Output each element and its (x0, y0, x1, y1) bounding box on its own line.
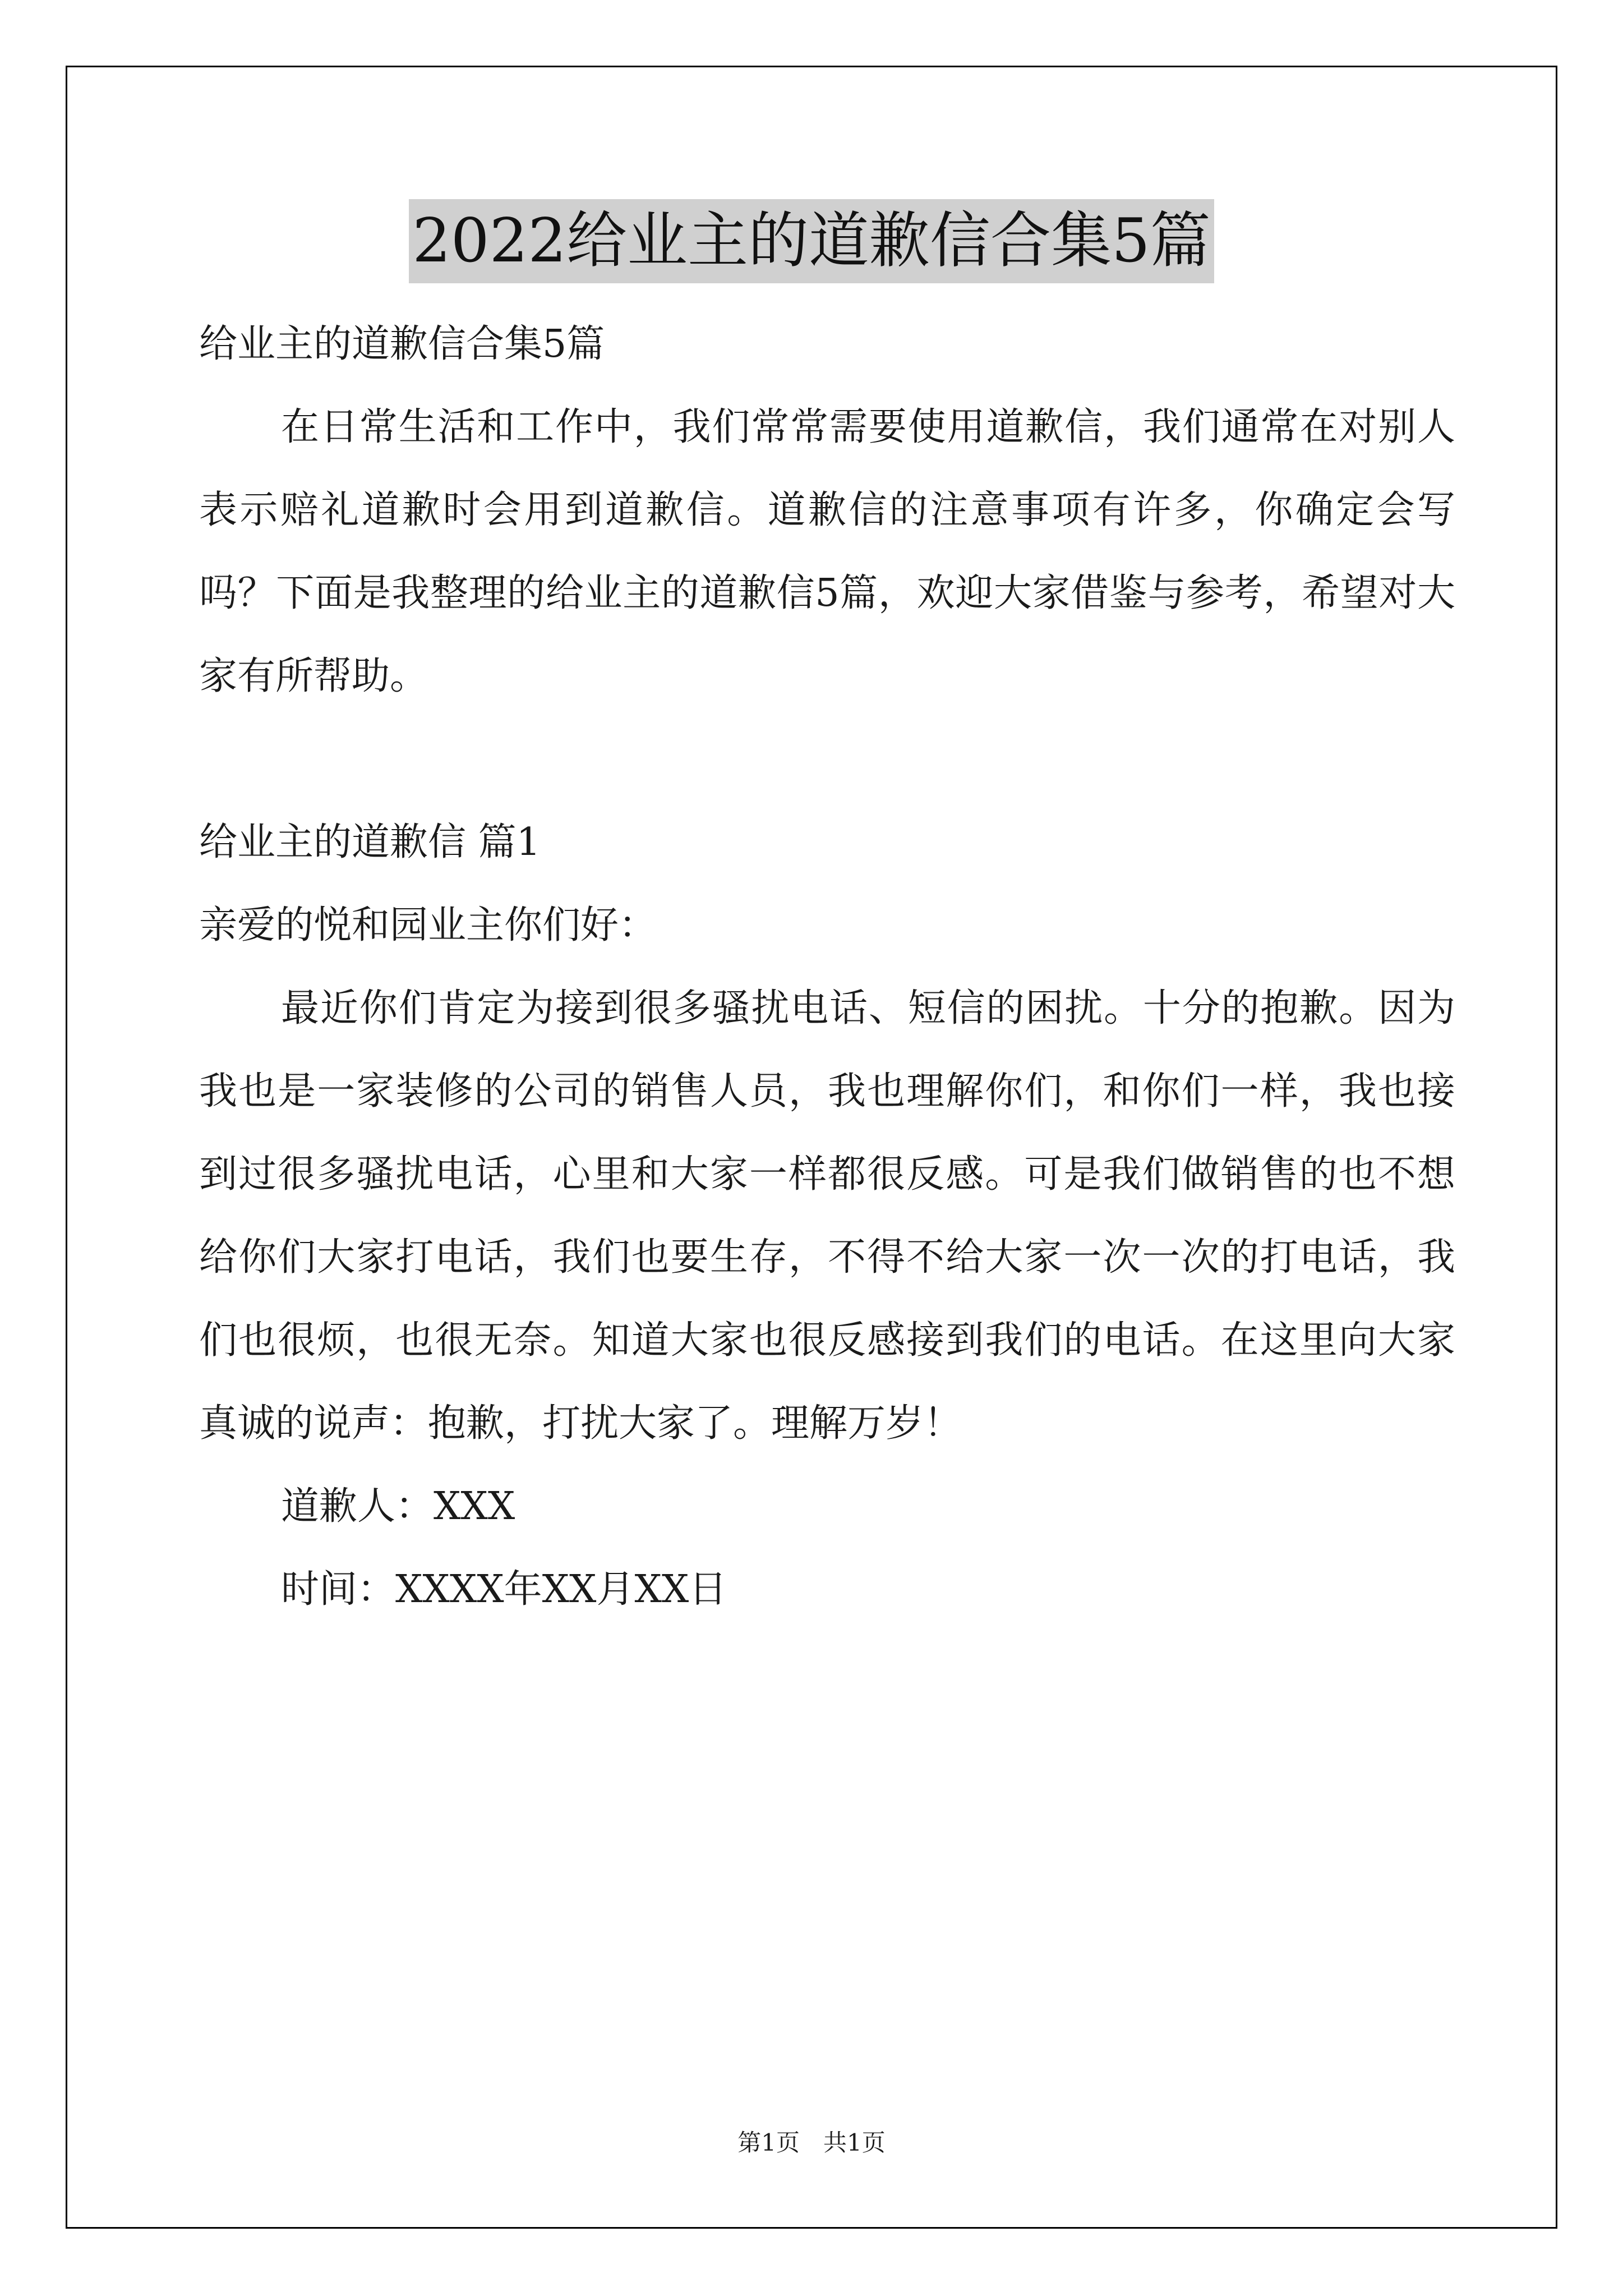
salutation: 亲爱的悦和园业主你们好： (199, 903, 657, 947)
signature-line: 道歉人：XXX (281, 1484, 515, 1529)
document-subtitle: 给业主的道歉信合集5篇 (199, 322, 605, 366)
intro-paragraph: 在日常生活和工作中，我们常常需要使用道歉信，我们通常在对别人表示赔礼道歉时会用到道歉信。道歉信的注意事项有许多，你确定会写吗？下面是我整理的给业主的道歉信5篇，欢迎大家借鉴与参考，希望对大家有所帮助。 (199, 405, 1455, 698)
document-body (199, 303, 1455, 1631)
section-spacer (199, 718, 1455, 801)
page-footer: 第1页 共1页 (737, 2129, 886, 2156)
title-container (0, 199, 1623, 283)
document-title: 2022给业主的道歉信合集5篇 (409, 199, 1214, 283)
letter-body: 最近你们肯定为接到很多骚扰电话、短信的困扰。十分的抱歉。因为我也是一家装修的公司的销售人员，我也理解你们，和你们一样，我也接到过很多骚扰电话，心里和大家一样都很反感。可是我们做销售的也不想给你们大家打电话，我们也要生存，不得不给大家一次一次的打电话，我们也很烦，也很无奈。知道大家也很反感接到我们的电话。在这里向大家真诚的说声：抱歉，打扰大家了。理解万岁！ (199, 986, 1455, 1446)
section-heading: 给业主的道歉信 篇1 (199, 820, 541, 864)
date-line: 时间：XXXX年XX月XX日 (281, 1567, 727, 1612)
